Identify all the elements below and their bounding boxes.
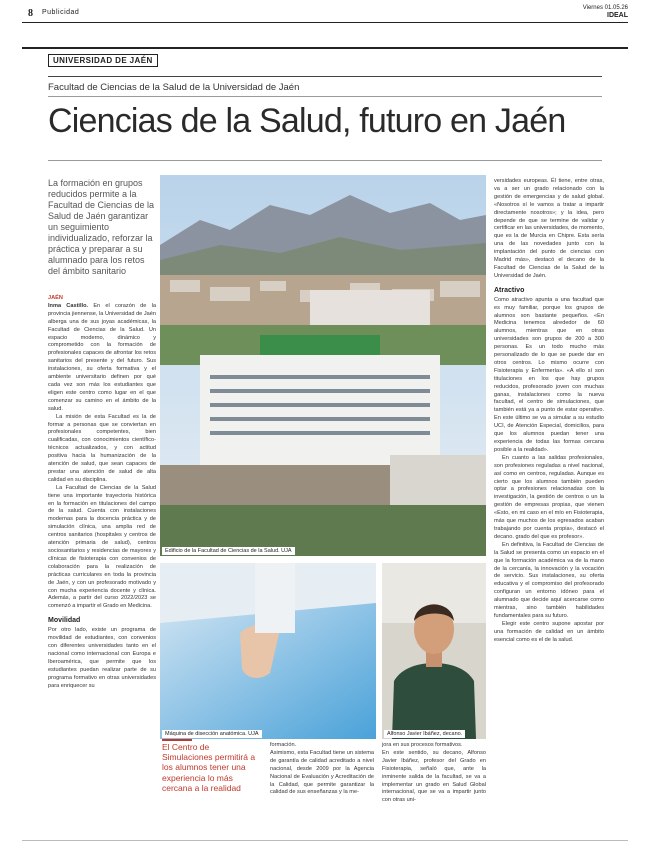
footer-rule — [22, 840, 628, 841]
man-photo-caption: Alfonso Javier Ibáñez, decano. — [384, 730, 465, 738]
dateline-place: JAÉN — [48, 295, 63, 301]
issue-info — [583, 5, 628, 19]
page-number: 8 — [28, 8, 33, 19]
column-1-p3: La Facultad de Ciencias de la Salud tiene una importante trayectoria histórica en la formación en titulaciones del campo de la salud. Cuenta con instalaciones modernas para la docencia práctica y de simulación clínica, una amplia red de centros sanitarios (hospitales y centros de atención primaria de salud), centros sociosanitarios y residencias de mayores y clínicas de fisioterapia con convenios de colaboración para la realización de prácticas curriculares en toda la provincia de Jaén, y con un profesorado motivado y con mucha experiencia docente y clínica. Además, a partir del curso 2022/2023 se comenzó a impartir el Grado en Medicina. — [48, 484, 156, 610]
header-rule — [22, 22, 628, 23]
hand-photo-caption: Máquina de disección anatómica. UJA — [162, 730, 262, 738]
right-p4: En definitiva, la Facultad de Ciencias de la Salud se presenta como un espacio en el que la formación académica va de la mano de la cercanía, la innovación y la vocación de servicio. Sus instalaciones, su oferta educativa y el compromiso del profesorado configuran un entorno idóneo para el alumnado que decide aquí acercarse como mientras, sino también habilidades fundamentales para su futuro. — [494, 541, 604, 619]
lead-paragraph: La formación en grupos reducidos permite a la Facultad de Ciencias de la Salud de Jaén garantizar un seguimiento individualizado, reforzar la práctica y preparar a su alumnado para los retos del ámbito sanitario — [48, 178, 155, 276]
pull-quote: El Centro de Simulaciones permitirá a los alumnos tener una experiencia lo más cercana a la realidad — [162, 742, 258, 793]
category-label: UNIVERSIDAD DE JAÉN — [48, 54, 158, 67]
dissection-machine-photo — [160, 563, 376, 739]
right-p3: En cuanto a las salidas profesionales, son profesiones reguladas a nivel nacional, así como en centros, reguladas. Aunque es cierto que los alumnos también pueden optar a profesiones relacionadas con la investigación, la gestión de centros o un la gestión de empresas propias, que vienen «Esto, en mi caso en el mío en Fisioterapia, más que muchos de los egresados acaban trabajando por cuenta propia», destacó el decano. grado del que es profesor». — [494, 454, 604, 540]
dean-portrait-photo — [382, 563, 486, 739]
column-1 — [48, 295, 156, 690]
column-1-p4: Por otro lado, existe un programa de movilidad de estudiantes, con convenios con diferentes universidades tanto en el nacional como internacional con Europa e Iberoamérica, que permite que los estudiantes puedan realizar parte de su programa formativo en otras universidades para enriquecer su — [48, 627, 156, 689]
column-1-p1 — [48, 303, 156, 414]
author-name: Inma Castillo. — [48, 302, 89, 309]
main-photo-caption: Edificio de la Facultad de Ciencias de la Salud. UJA — [162, 547, 295, 555]
column-right — [494, 178, 604, 645]
section-label: Publicidad — [42, 9, 80, 16]
newspaper-name: IDEAL — [607, 12, 628, 19]
issue-date: Viernes 01.05.26 — [582, 5, 628, 11]
kicker: Facultad de Ciencias de la Salud de la Universidad de Jaén — [48, 82, 300, 93]
subhead-movilidad: Movilidad — [48, 617, 81, 625]
dateline — [48, 295, 156, 303]
right-p1: versidades europeas. Él tiene, entre otras, va a ser un grado relacionado con la gestión de emergencias y de salud global. «Nosotros sí le vamos a tratar a impartir directamente nosotros»; y la idea, pero depende de que se termine de validar y certificar en las universidades, de momento, que es la de Murcia en Chipre. Esta sería una de las novedades junto con la implantación del punto de ciencias con Madrid más», destacó el decano de la Facultad de Ciencias de la Salud de la Universidad de Jaén. — [494, 178, 604, 279]
column-1-p2: La misión de esta Facultad es la de formar a personas que se conviertan en profesionales competentes, bien cualificadas, con conocimientos científico-técnicos actualizados, y con actitud positiva hacia la humanización de la atención de salud, que sean capaces de prestar una atención de salud de alta calidad en su disciplina. — [48, 413, 156, 483]
kicker-rule-bottom — [48, 96, 602, 97]
kicker-rule — [48, 76, 602, 77]
faculty-building-photo — [160, 175, 486, 556]
bottom-column-3: jora en sus procesos formativos. En este sentido, su decano, Alfonso Javier Ibáñez, profesor del Grado en Fisioterapia, señaló que, ante la inminente salida de la facultad, se va a implementar un grado en Salud Global internacional, que se va a impartir junto con otras uni- — [382, 742, 486, 804]
col1-p1-text: En el corazón de la provincia jiennense, la Universidad de Jaén alberga una de sus joyas académicas, la Facultad de Ciencias de la Salud. Un espacio moderno, dinámico y comprometido con la formación de profesionales capaces de afrontar los retos sanitarios del presente y del futuro. Sus instalaciones, su oferta formativa y el ambiente universitario definen por qué cada vez son más los estudiantes que eligen este centro como lugar en el que comenzar su camino en el ámbito de la salud. — [48, 302, 156, 412]
subhead-atractivo: Atractivo — [494, 286, 525, 294]
right-p5: Elegir este centro supone apostar por una formación de calidad en un ámbito esencial como es el de la salud. — [494, 620, 604, 643]
section-rule — [22, 47, 628, 49]
headline-rule — [48, 160, 602, 161]
headline: Ciencias de la Salud, futuro en Jaén — [48, 102, 566, 140]
bottom-column-2: formación. Asimismo, esta Facultad tiene un sistema de garantía de calidad acreditado a nivel nacional, desde 2009 por la Agencia Nacional de Evaluación y Acreditación de la Calidad, que permite garantizar la calidad de sus enseñanzas y la me- — [270, 742, 374, 796]
right-p2: Como atractivo apunta a una facultad que es muy familiar, porque los grupos de alumnos son bastante pequeños. «En Medicina tenemos alrededor de 60 alumnos, mientras que en otras universidades son grupos de 200 a 300 personas. Es un todo mucho más personalizado de lo que se puede dar en otros centros. Lo mismo ocurre con Fisioterapia y Enfermería». «A ello sí son titulaciones en los que hay grupos reducidos, profesorado joven con muchas ganas, instalaciones como la nueva facultad, el centro de simulaciones, que también está ya a punto de estar operativo. En este último se va a simular a su estudio UCI, de Atención Especial, domicilios, para que los alumnos puedan tener una experiencia de todas las formas cercana posible a la realidad». — [494, 296, 604, 453]
